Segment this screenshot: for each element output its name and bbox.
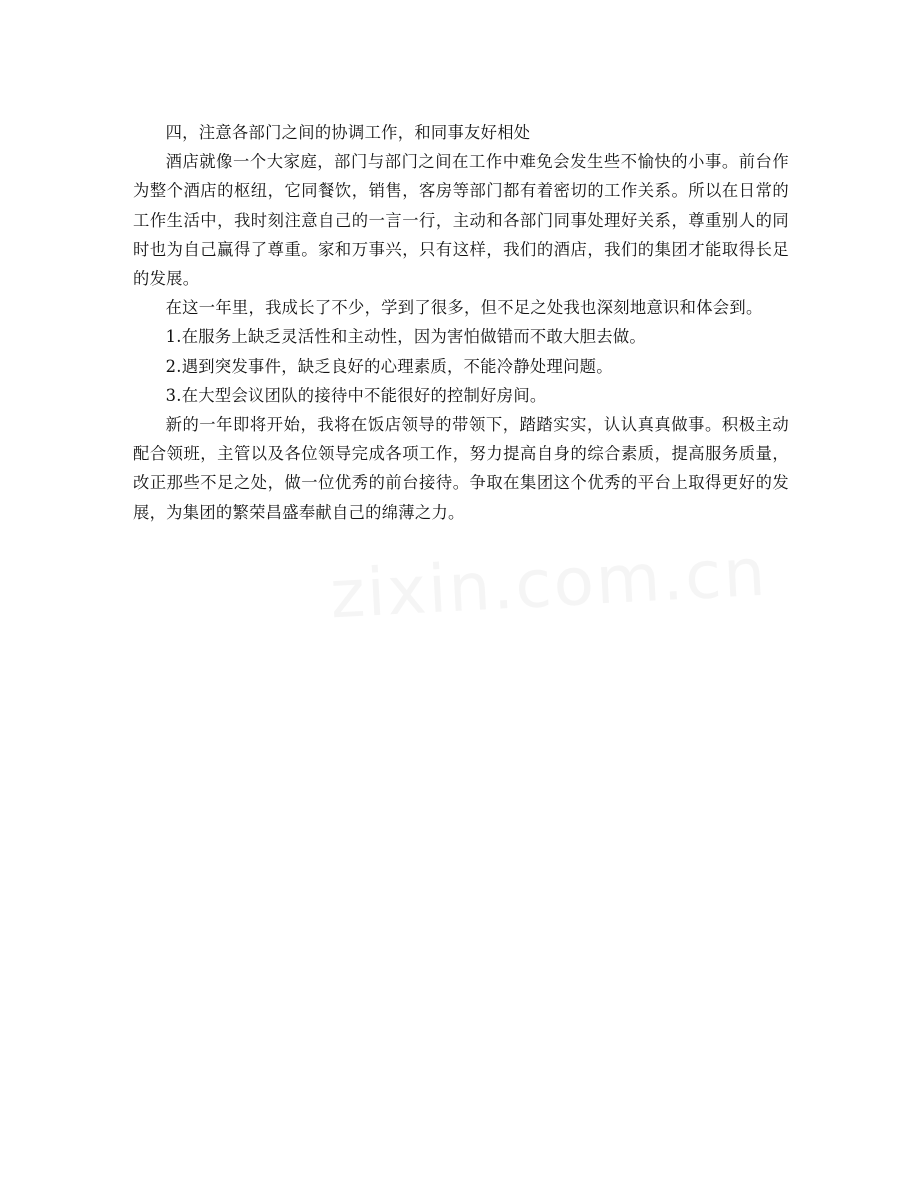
- paragraph-teamwork: 酒店就像一个大家庭，部门与部门之间在工作中难免会发生些不愉快的小事。前台作为整个酒店的枢纽，它同餐饮，销售，客房等部门都有着密切的工作关系。所以在日常的工作生活中，我时刻注意自己的一言一行，主动和各部门同事处理好关系，尊重别人的同时也为自己赢得了尊重。家和万事兴，只有这样，我们的酒店，我们的集团才能取得长足的发展。: [133, 152, 789, 289]
- paragraph-new-year-plan: 新的一年即将开始，我将在饭店领导的带领下，踏踏实实，认认真真做事。积极主动配合领班，主管以及各位领导完成各项工作，努力提高自身的综合素质，提高服务质量，改正那些不足之处，做一位优秀的前台接待。争取在集团这个优秀的平台上取得更好的发展，为集团的繁荣昌盛奉献自己的绵薄之力。: [133, 415, 789, 522]
- list-item-3: 3.在大型会议团队的接待中不能很好的控制好房间。: [165, 385, 547, 405]
- document-body: [133, 118, 789, 527]
- section-heading: 四，注意各部门之间的协调工作，和同事友好相处: [165, 123, 531, 142]
- list-item-1: 1.在服务上缺乏灵活性和主动性，因为害怕做错而不敢大胆去做。: [165, 327, 647, 347]
- list-item-2: 2.遇到突发事件，缺乏良好的心理素质，不能冷静处理问题。: [165, 356, 613, 376]
- watermark: zixin.com.cn: [328, 533, 769, 634]
- paragraph-shortcomings-intro: 在这一年里，我成长了不少，学到了很多，但不足之处我也深刻地意识和体会到。: [165, 298, 763, 318]
